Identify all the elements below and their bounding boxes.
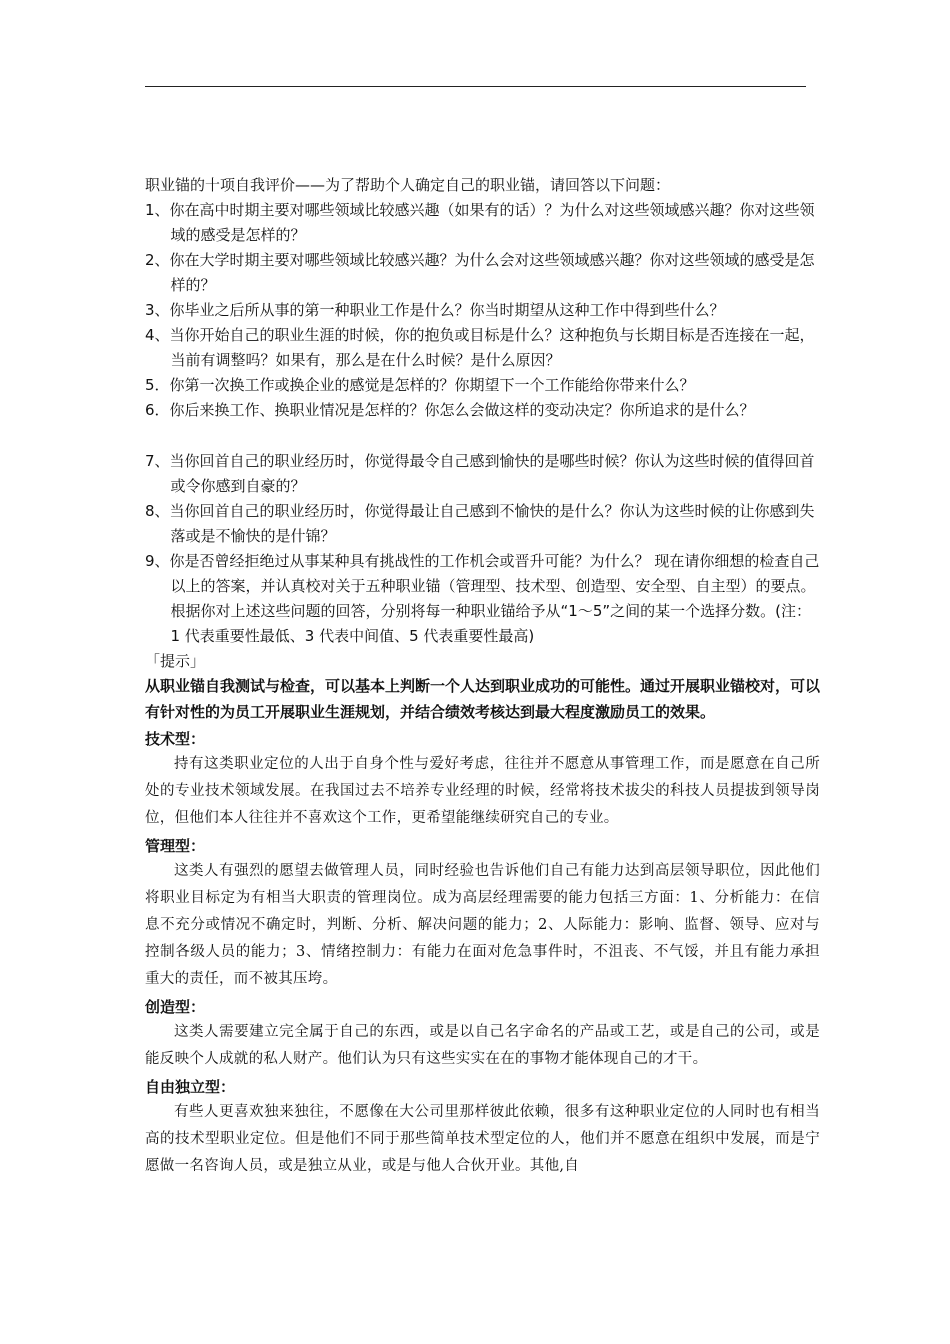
section-body-independent: 有些人更喜欢独来独往，不愿像在大公司里那样彼此依赖，很多有这种职业定位的人同时也有相当高的技术型职业定位。但是他们不同于那些简单技术型定位的人，他们并不愿意在组织中发展，而是宁愿做一名咨询人员，或是独立从业，或是与他人合伙开业。其他,自 — [145, 1104, 820, 1174]
document-body — [145, 172, 820, 1180]
intro-line: 职业锚的十项自我评价——为了帮助个人确定自己的职业锚，请回答以下问题： — [145, 176, 671, 194]
question-7: 7、当你回首自己的职业经历时，你觉得最令自己感到愉快的是哪些时候？你认为这些时候的值得回首或令你感到自豪的？ — [145, 452, 815, 495]
section-heading-management: 管理型： — [145, 837, 206, 855]
question-9: 9、你是否曾经拒绝过从事某种具有挑战性的工作机会或晋升可能？为什么？ 现在请你细想的检查自己以上的答案，并认真校对关于五种职业锚（管理型、技术型、创造型、安全型、自主型）的要点。根据你对上述这些问题的回答，分别将每一种职业锚给予从“1～5”之间的某一个选择分数。(注：1 代表重要性最低、3 代表中间值、5 代表重要性最高) — [145, 552, 820, 645]
question-8: 8、当你回首自己的职业经历时，你觉得最让自己感到不愉快的是什么？你认为这些时候的让你感到失落或是不愉快的是什锦？ — [145, 502, 815, 545]
spacer — [145, 423, 820, 449]
header-rule — [145, 86, 806, 87]
section-heading-technical: 技术型： — [145, 730, 206, 748]
section-heading-independent: 自由独立型： — [145, 1078, 236, 1096]
question-6: 6．你后来换工作、换职业情况是怎样的？你怎么会做这样的变动决定？你所追求的是什么？ — [145, 401, 755, 419]
section-heading-creative: 创造型： — [145, 998, 206, 1016]
question-1: 1、你在高中时期主要对哪些领域比较感兴趣（如果有的话）？为什么对这些领域感兴趣？你对这些领域的感受是怎样的？ — [145, 201, 815, 244]
question-5: 5．你第一次换工作或换企业的感觉是怎样的？你期望下一个工作能给你带来什么？ — [145, 376, 695, 394]
question-2: 2、你在大学时期主要对哪些领域比较感兴趣？为什么会对这些领域感兴趣？你对这些领域的感受是怎样的？ — [145, 251, 815, 294]
question-3: 3、你毕业之后所从事的第一种职业工作是什么？你当时期望从这种工作中得到些什么？ — [145, 301, 725, 319]
section-body-technical: 持有这类职业定位的人出于自身个性与爱好考虑，往往并不愿意从事管理工作，而是愿意在自己所处的专业技术领域发展。在我国过去不培养专业经理的时候，经常将技术拔尖的科技人员提拔到领导岗位，但他们本人往往并不喜欢这个工作，更希望能继续研究自己的专业。 — [145, 756, 820, 826]
tip-body: 从职业锚自我测试与检查，可以基本上判断一个人达到职业成功的可能性。通过开展职业锚校对，可以有针对性的为员工开展职业生涯规划，并结合绩效考核达到最大程度激励员工的效果。 — [145, 677, 821, 721]
question-4: 4、当你开始自己的职业生涯的时候，你的抱负或目标是什么？这种抱负与长期目标是否连接在一起，当前有调整吗？如果有，那么是在什么时候？是什么原因？ — [145, 326, 815, 369]
section-body-creative: 这类人需要建立完全属于自己的东西，或是以自己名字命名的产品或工艺，或是自己的公司，或是能反映个人成就的私人财产。他们认为只有这些实实在在的事物才能体现自己的才干。 — [145, 1024, 820, 1067]
tip-label: 「提示」 — [145, 652, 206, 670]
section-body-management: 这类人有强烈的愿望去做管理人员，同时经验也告诉他们自己有能力达到高层领导职位，因此他们将职业目标定为有相当大职责的管理岗位。成为高层经理需要的能力包括三方面：1、分析能力：在信息不充分或情况不确定时，判断、分析、解决问题的能力；2、人际能力：影响、监督、领导、应对与控制各级人员的能力；3、情绪控制力：有能力在面对危急事件时，不沮丧、不气馁，并且有能力承担重大的责任，而不被其压垮。 — [145, 863, 820, 987]
